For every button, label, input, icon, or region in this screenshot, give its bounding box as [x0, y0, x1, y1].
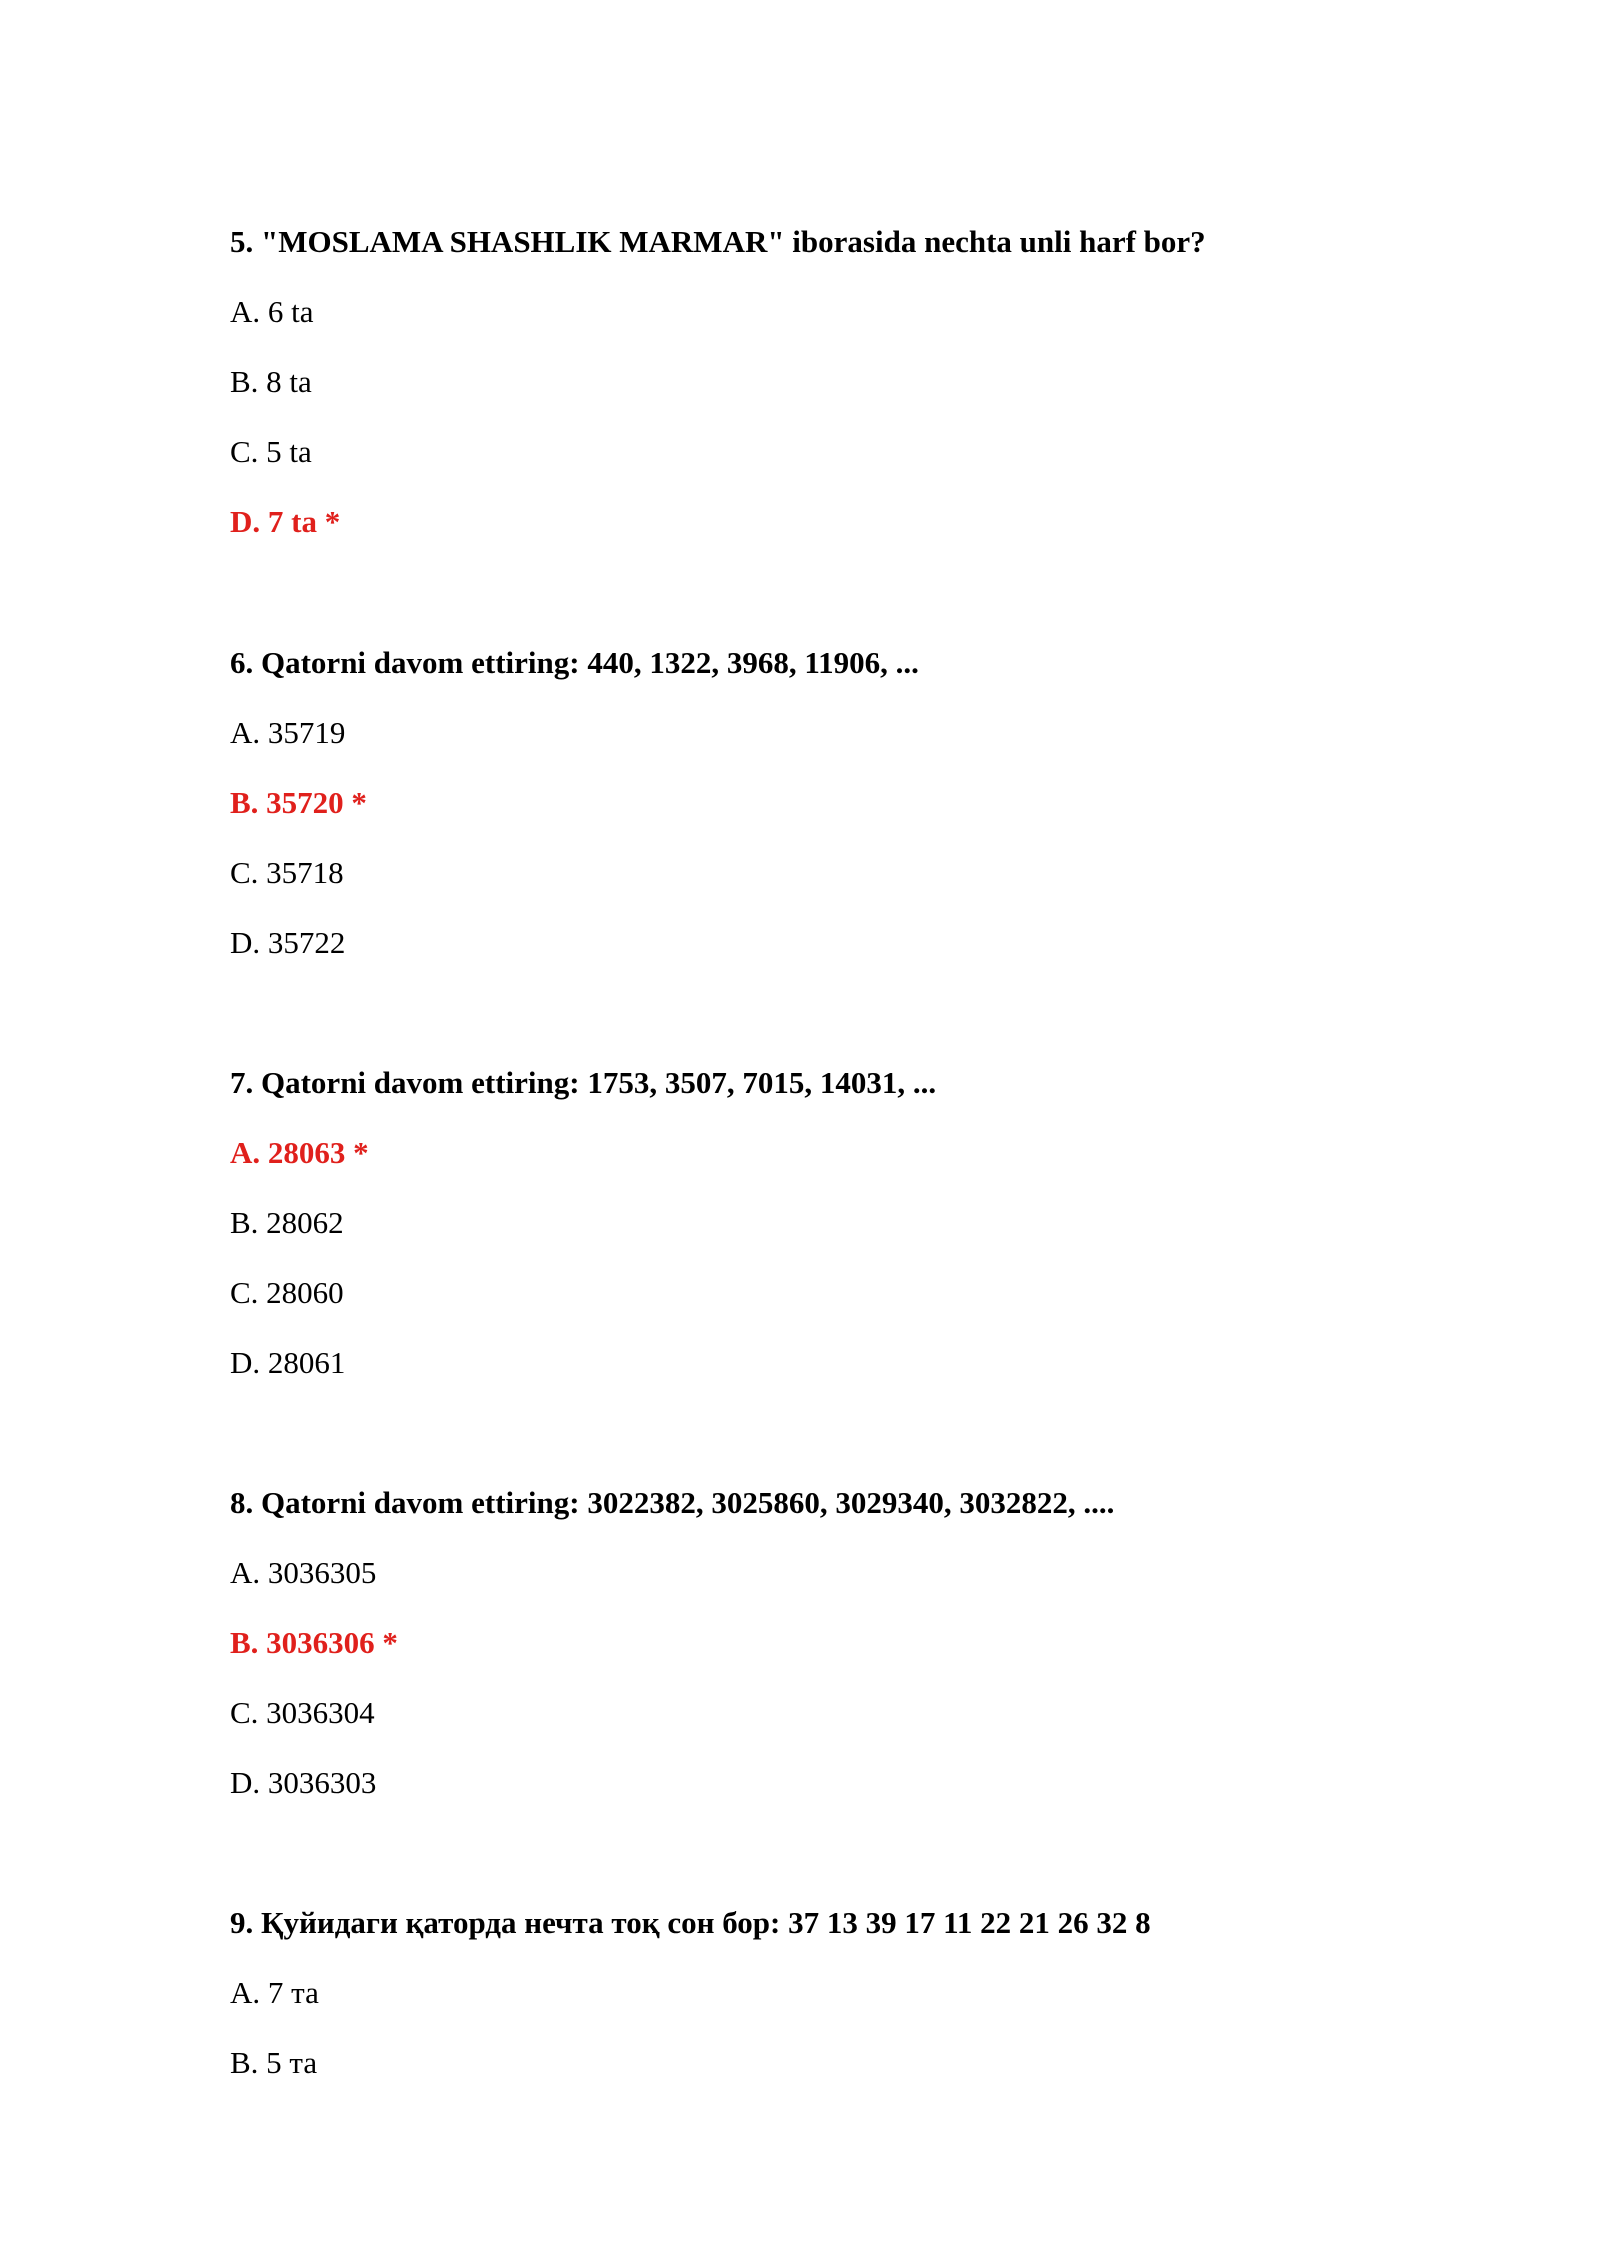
answer-option-b: B. 8 ta	[230, 364, 312, 399]
answer-option-a: A. 35719	[230, 715, 346, 750]
answer-option-d: D. 35722	[230, 925, 346, 960]
question-title: 6. Qatorni davom ettiring: 440, 1322, 3968, 11906, ...	[230, 645, 919, 680]
answer-option-a-correct: A. 28063 *	[230, 1135, 369, 1170]
answer-option-d: D. 28061	[230, 1345, 346, 1380]
answer-option-c: C. 35718	[230, 855, 344, 890]
question-title: 5. "MOSLAMA SHASHLIK MARMAR" iborasida nechta unli harf bor?	[230, 224, 1206, 259]
answer-option-c: C. 3036304	[230, 1695, 375, 1730]
answer-option-d: D. 3036303	[230, 1765, 377, 1800]
question-6	[230, 643, 1430, 963]
answer-option-a: A. 3036305	[230, 1555, 377, 1590]
answer-option-b: B. 5 та	[230, 2045, 318, 2080]
question-9	[230, 1903, 1430, 2083]
answer-option-b-correct: B. 3036306 *	[230, 1625, 398, 1660]
answer-option-c: C. 28060	[230, 1275, 344, 1310]
answer-option-b-correct: B. 35720 *	[230, 785, 367, 820]
answer-option-c: C. 5 ta	[230, 434, 312, 469]
answer-option-b: B. 28062	[230, 1205, 344, 1240]
question-5	[230, 222, 1430, 542]
question-8	[230, 1483, 1430, 1803]
question-title: 7. Qatorni davom ettiring: 1753, 3507, 7015, 14031, ...	[230, 1065, 937, 1100]
question-title: 9. Қуйидаги қаторда нечта тоқ сон бор: 37 13 39 17 11 22 21 26 32 8	[230, 1905, 1151, 1940]
question-title: 8. Qatorni davom ettiring: 3022382, 3025860, 3029340, 3032822, ....	[230, 1485, 1115, 1520]
question-7	[230, 1063, 1430, 1383]
answer-option-a: A. 7 та	[230, 1975, 319, 2010]
answer-option-a: A. 6 ta	[230, 294, 314, 329]
answer-option-d-correct: D. 7 ta *	[230, 504, 341, 539]
